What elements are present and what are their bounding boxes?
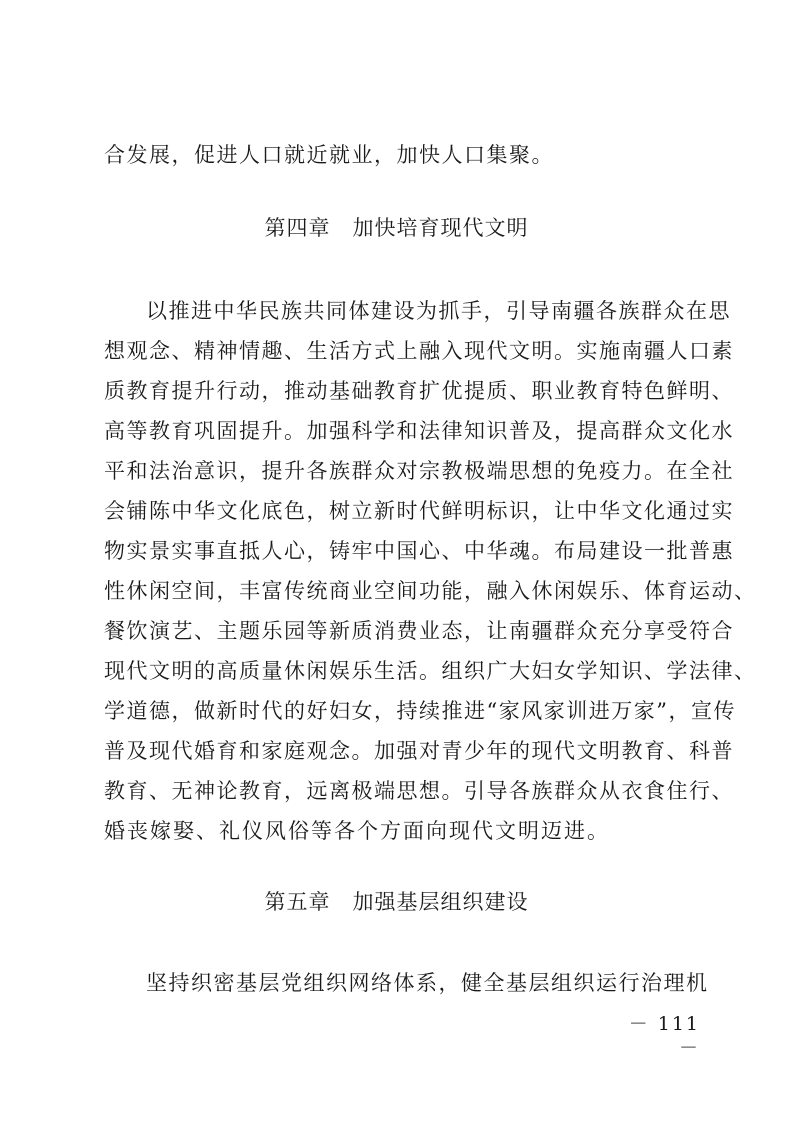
paragraph-line: 普及现代婚育和家庭观念。加强对青少年的现代文明教育、科普 — [104, 739, 734, 763]
paragraph-line: 坚持织密基层党组织网络体系，健全基层组织运行治理机 — [146, 971, 709, 995]
paragraph-line: 婚丧嫁娶、礼仪风俗等各个方面向现代文明迈进。 — [104, 819, 610, 843]
paragraph-line: 会铺陈中华文化底色，树立新时代鲜明标识，让中华文化通过实 — [104, 499, 734, 523]
paragraph-line: 餐饮演艺、主题乐园等新质消费业态，让南疆群众充分享受符合 — [104, 619, 734, 643]
paragraph-line: 以推进中华民族共同体建设为抓手，引导南疆各族群众在思 — [146, 299, 731, 323]
chapter-4-heading: 第四章 加快培育现代文明 — [264, 216, 529, 240]
chapter-5-heading: 第五章 加强基层组织建设 — [264, 890, 529, 914]
paragraph-line: 教育、无神论教育，远离极端思想。引导各族群众从衣食住行、 — [104, 779, 734, 803]
paragraph-line: 高等教育巩固提升。加强科学和法律知识普及，提高群众文化水 — [104, 419, 734, 443]
intro-paragraph-line: 合发展，促进人口就近就业，加快人口集聚。 — [104, 143, 554, 167]
paragraph-line: 平和法治意识，提升各族群众对宗教极端思想的免疫力。在全社 — [104, 459, 734, 483]
paragraph-line: 想观念、精神情趣、生活方式上融入现代文明。实施南疆人口素 — [104, 339, 734, 363]
paragraph-line: 现代文明的高质量休闲娱乐生活。组织广大妇女学知识、学法律、 — [104, 659, 757, 683]
paragraph-line: 物实景实事直抵人心，铸牢中国心、中华魂。布局建设一批普惠 — [104, 539, 734, 563]
paragraph-line: 学道德，做新时代的好妇女，持续推进“家风家训进万家”，宣传 — [104, 699, 736, 723]
paragraph-line: 质教育提升行动，推动基础教育扩优提质、职业教育特色鲜明、 — [104, 379, 734, 403]
paragraph-line: 性休闲空间，丰富传统商业空间功能，融入休闲娱乐、体育运动、 — [104, 579, 757, 603]
page-number: － 111 － — [628, 1013, 700, 1059]
